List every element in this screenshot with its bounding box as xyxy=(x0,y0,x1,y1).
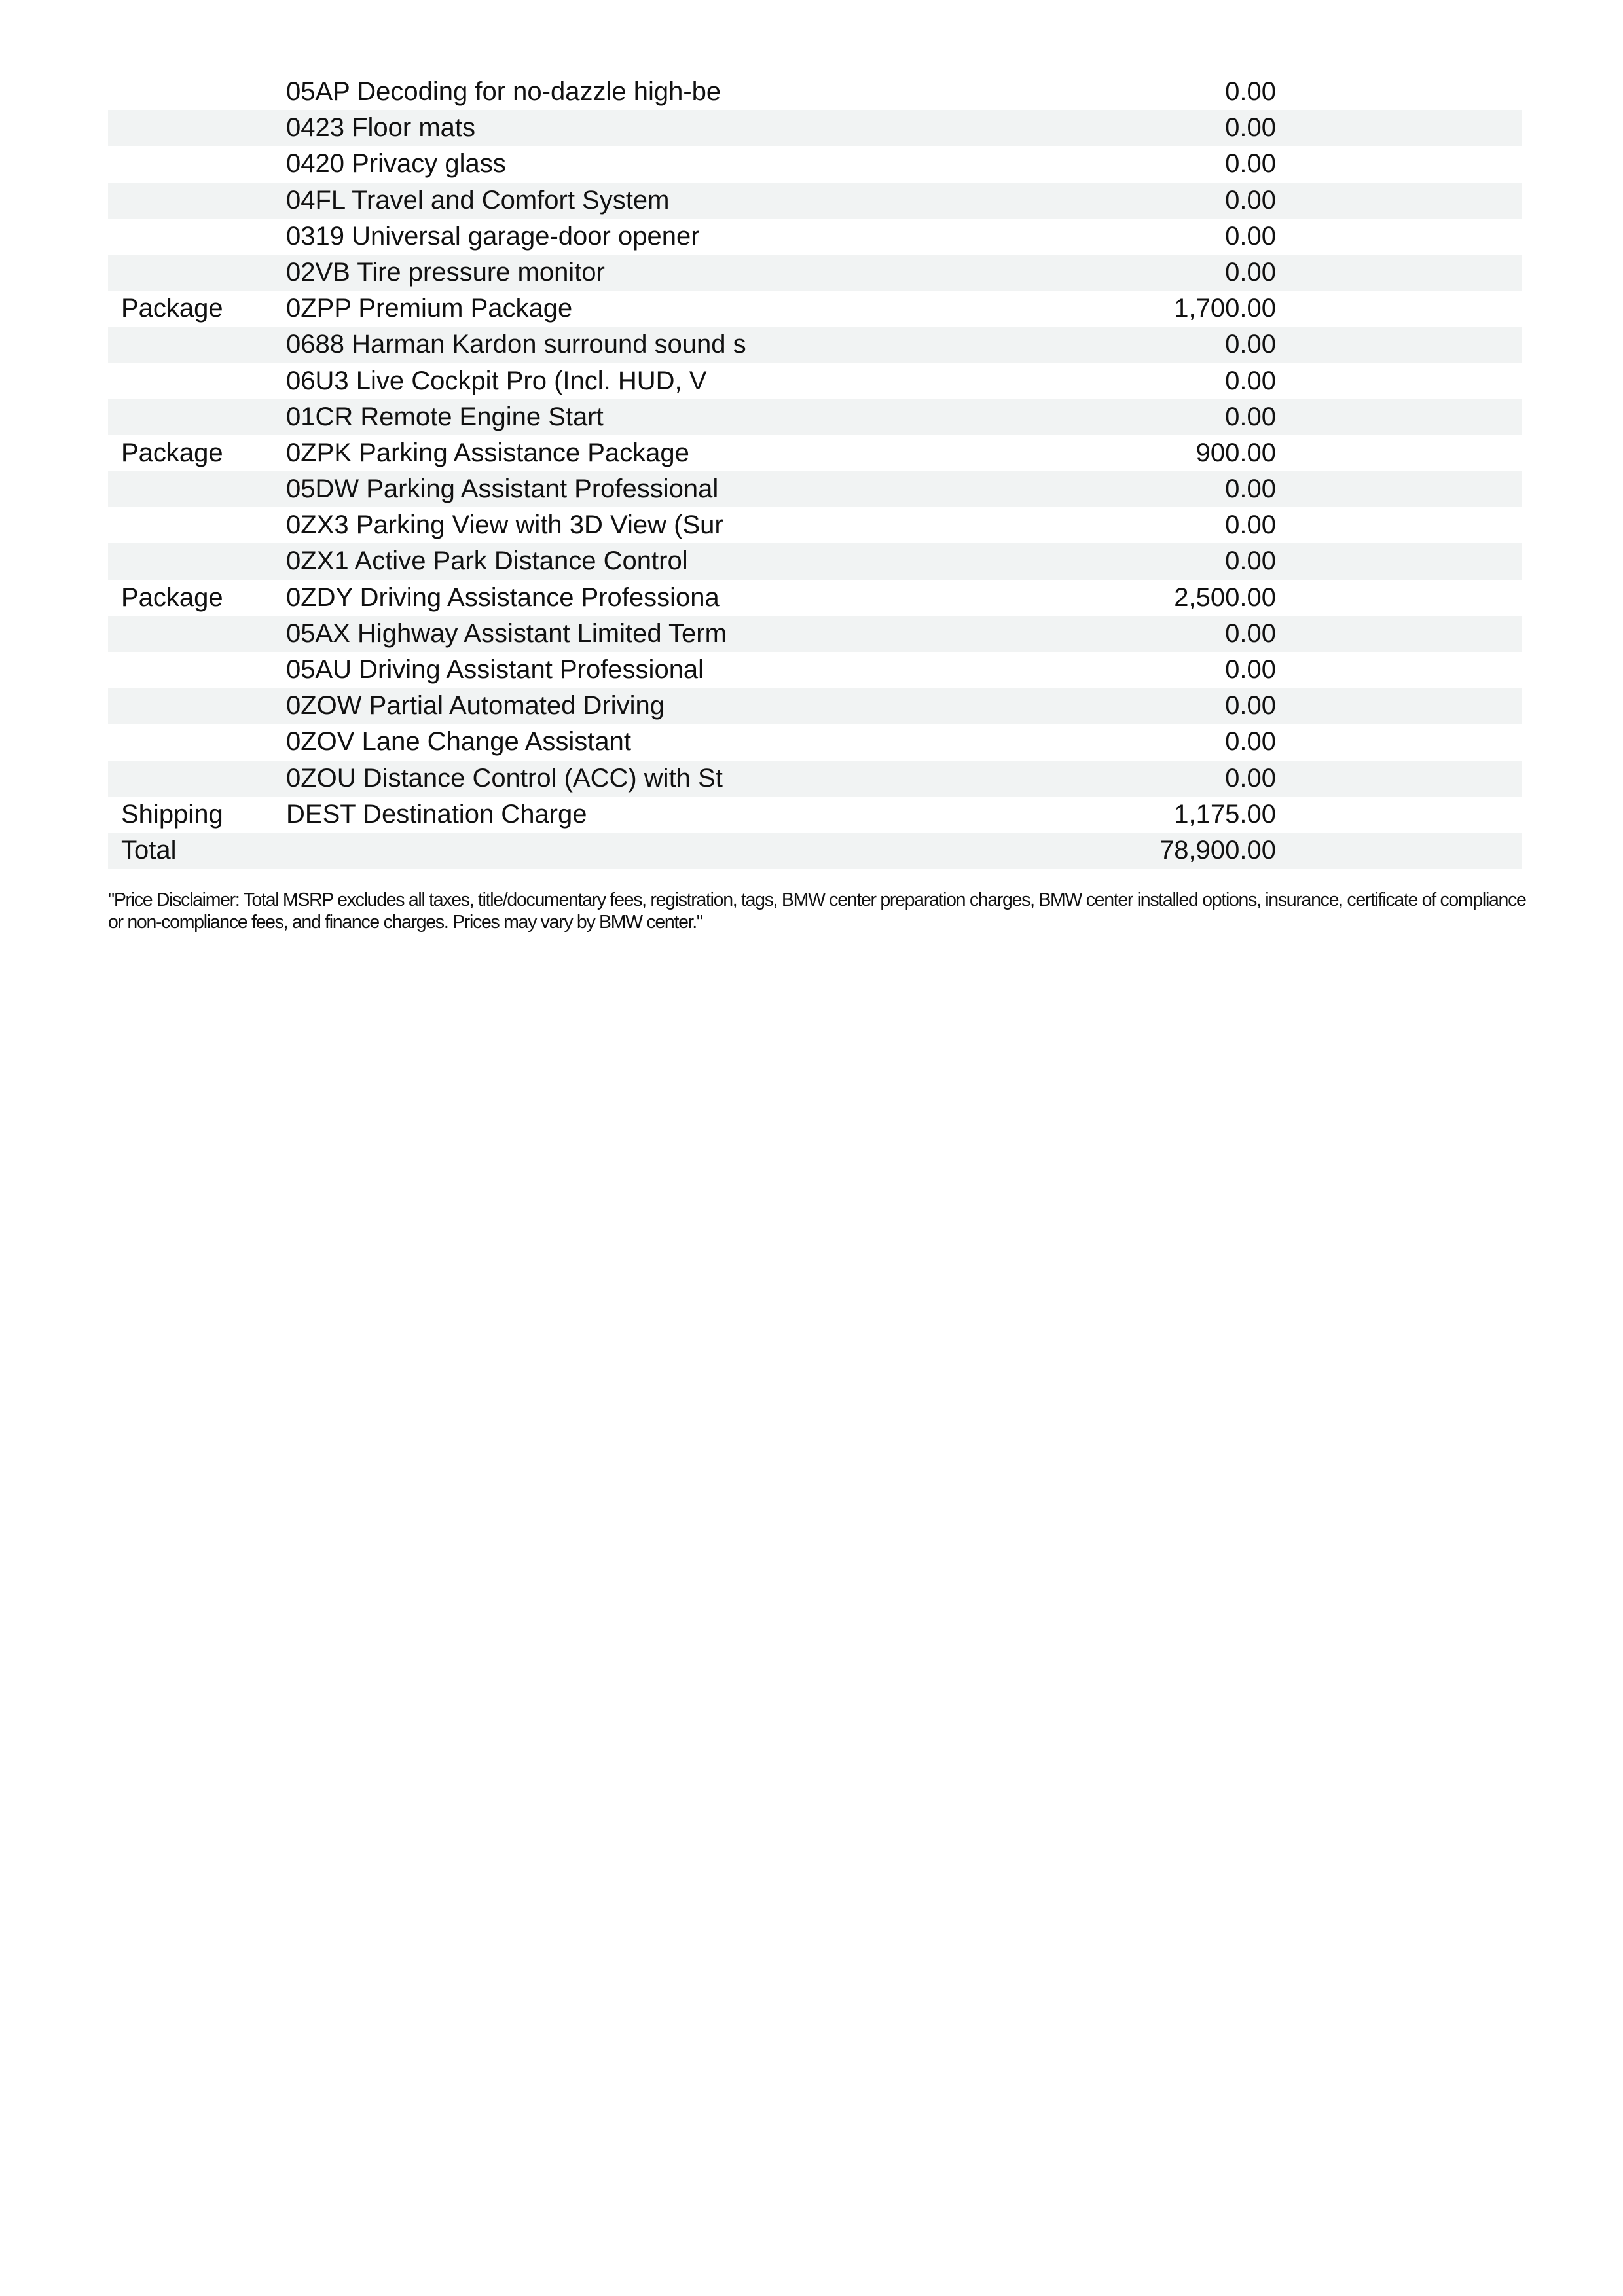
row-price: 900.00 xyxy=(1195,438,1276,467)
row-price: 0.00 xyxy=(1225,511,1276,540)
row-price: 0.00 xyxy=(1225,113,1276,143)
row-description: 0ZOV Lane Change Assistant xyxy=(286,727,631,757)
table-row xyxy=(108,688,1522,724)
row-category: Package xyxy=(121,438,223,467)
row-description: DEST Destination Charge xyxy=(286,799,587,829)
row-price: 1,175.00 xyxy=(1174,799,1276,829)
price-disclaimer: "Price Disclaimer: Total MSRP excludes all taxes, title/documentary fees, registration, tags, BMW center preparation charges, BMW center installed options, insurance, certificate of compliance or non-compliance fees, and finance charges. Prices may vary by BMW center." xyxy=(108,889,1526,933)
row-description: 04FL Travel and Comfort System xyxy=(286,185,670,215)
row-description: 05AU Driving Assistant Professional xyxy=(286,655,704,684)
row-description: 06U3 Live Cockpit Pro (Incl. HUD, V xyxy=(286,366,707,395)
row-price: 0.00 xyxy=(1225,77,1276,106)
table-row xyxy=(108,797,1522,833)
table-row xyxy=(108,291,1522,327)
table-row xyxy=(108,399,1522,435)
table-row xyxy=(108,471,1522,507)
table-row xyxy=(108,652,1522,688)
table-row xyxy=(108,724,1522,760)
row-price: 2,500.00 xyxy=(1174,583,1276,612)
row-price: 0.00 xyxy=(1225,619,1276,648)
row-price: 0.00 xyxy=(1225,257,1276,287)
table-row xyxy=(108,363,1522,399)
row-description: 05AX Highway Assistant Limited Term xyxy=(286,619,727,648)
row-description: 0ZOU Distance Control (ACC) with St xyxy=(286,763,723,793)
row-description: 05AP Decoding for no-dazzle high-be xyxy=(286,77,721,106)
row-category: Package xyxy=(121,294,223,323)
row-description: 0688 Harman Kardon surround sound s xyxy=(286,330,746,359)
row-price: 0.00 xyxy=(1225,366,1276,395)
row-description: 0319 Universal garage-door opener xyxy=(286,221,700,251)
total-label: Total xyxy=(121,835,177,865)
table-row xyxy=(108,110,1522,146)
table-row xyxy=(108,543,1522,579)
row-description: 0ZDY Driving Assistance Professiona xyxy=(286,583,720,612)
row-category: Shipping xyxy=(121,799,223,829)
row-price: 0.00 xyxy=(1225,221,1276,251)
table-row xyxy=(108,327,1522,363)
row-description: 0ZX1 Active Park Distance Control xyxy=(286,547,688,576)
table-row xyxy=(108,580,1522,616)
row-description: 01CR Remote Engine Start xyxy=(286,402,604,431)
row-description: 0420 Privacy glass xyxy=(286,149,506,179)
row-description: 0423 Floor mats xyxy=(286,113,476,143)
row-price: 0.00 xyxy=(1225,655,1276,684)
row-description: 02VB Tire pressure monitor xyxy=(286,257,605,287)
row-description: 0ZX3 Parking View with 3D View (Sur xyxy=(286,511,723,540)
row-description: 0ZPK Parking Assistance Package xyxy=(286,438,689,467)
total-row xyxy=(108,833,1522,869)
price-table xyxy=(108,74,1522,869)
table-row xyxy=(108,761,1522,797)
row-description: 0ZPP Premium Package xyxy=(286,294,573,323)
row-description: 0ZOW Partial Automated Driving xyxy=(286,691,665,721)
row-price: 1,700.00 xyxy=(1174,294,1276,323)
row-price: 0.00 xyxy=(1225,763,1276,793)
row-price: 0.00 xyxy=(1225,330,1276,359)
row-price: 0.00 xyxy=(1225,691,1276,721)
row-category: Package xyxy=(121,583,223,612)
row-price: 0.00 xyxy=(1225,727,1276,757)
row-price: 0.00 xyxy=(1225,547,1276,576)
table-row xyxy=(108,146,1522,182)
table-row xyxy=(108,255,1522,291)
row-price: 0.00 xyxy=(1225,475,1276,504)
total-price: 78,900.00 xyxy=(1159,835,1276,865)
row-price: 0.00 xyxy=(1225,185,1276,215)
row-price: 0.00 xyxy=(1225,402,1276,431)
row-description: 05DW Parking Assistant Professional xyxy=(286,475,719,504)
table-row xyxy=(108,183,1522,219)
table-row xyxy=(108,435,1522,471)
table-row xyxy=(108,219,1522,255)
row-price: 0.00 xyxy=(1225,149,1276,179)
table-row xyxy=(108,74,1522,110)
table-row xyxy=(108,616,1522,652)
table-row xyxy=(108,507,1522,543)
